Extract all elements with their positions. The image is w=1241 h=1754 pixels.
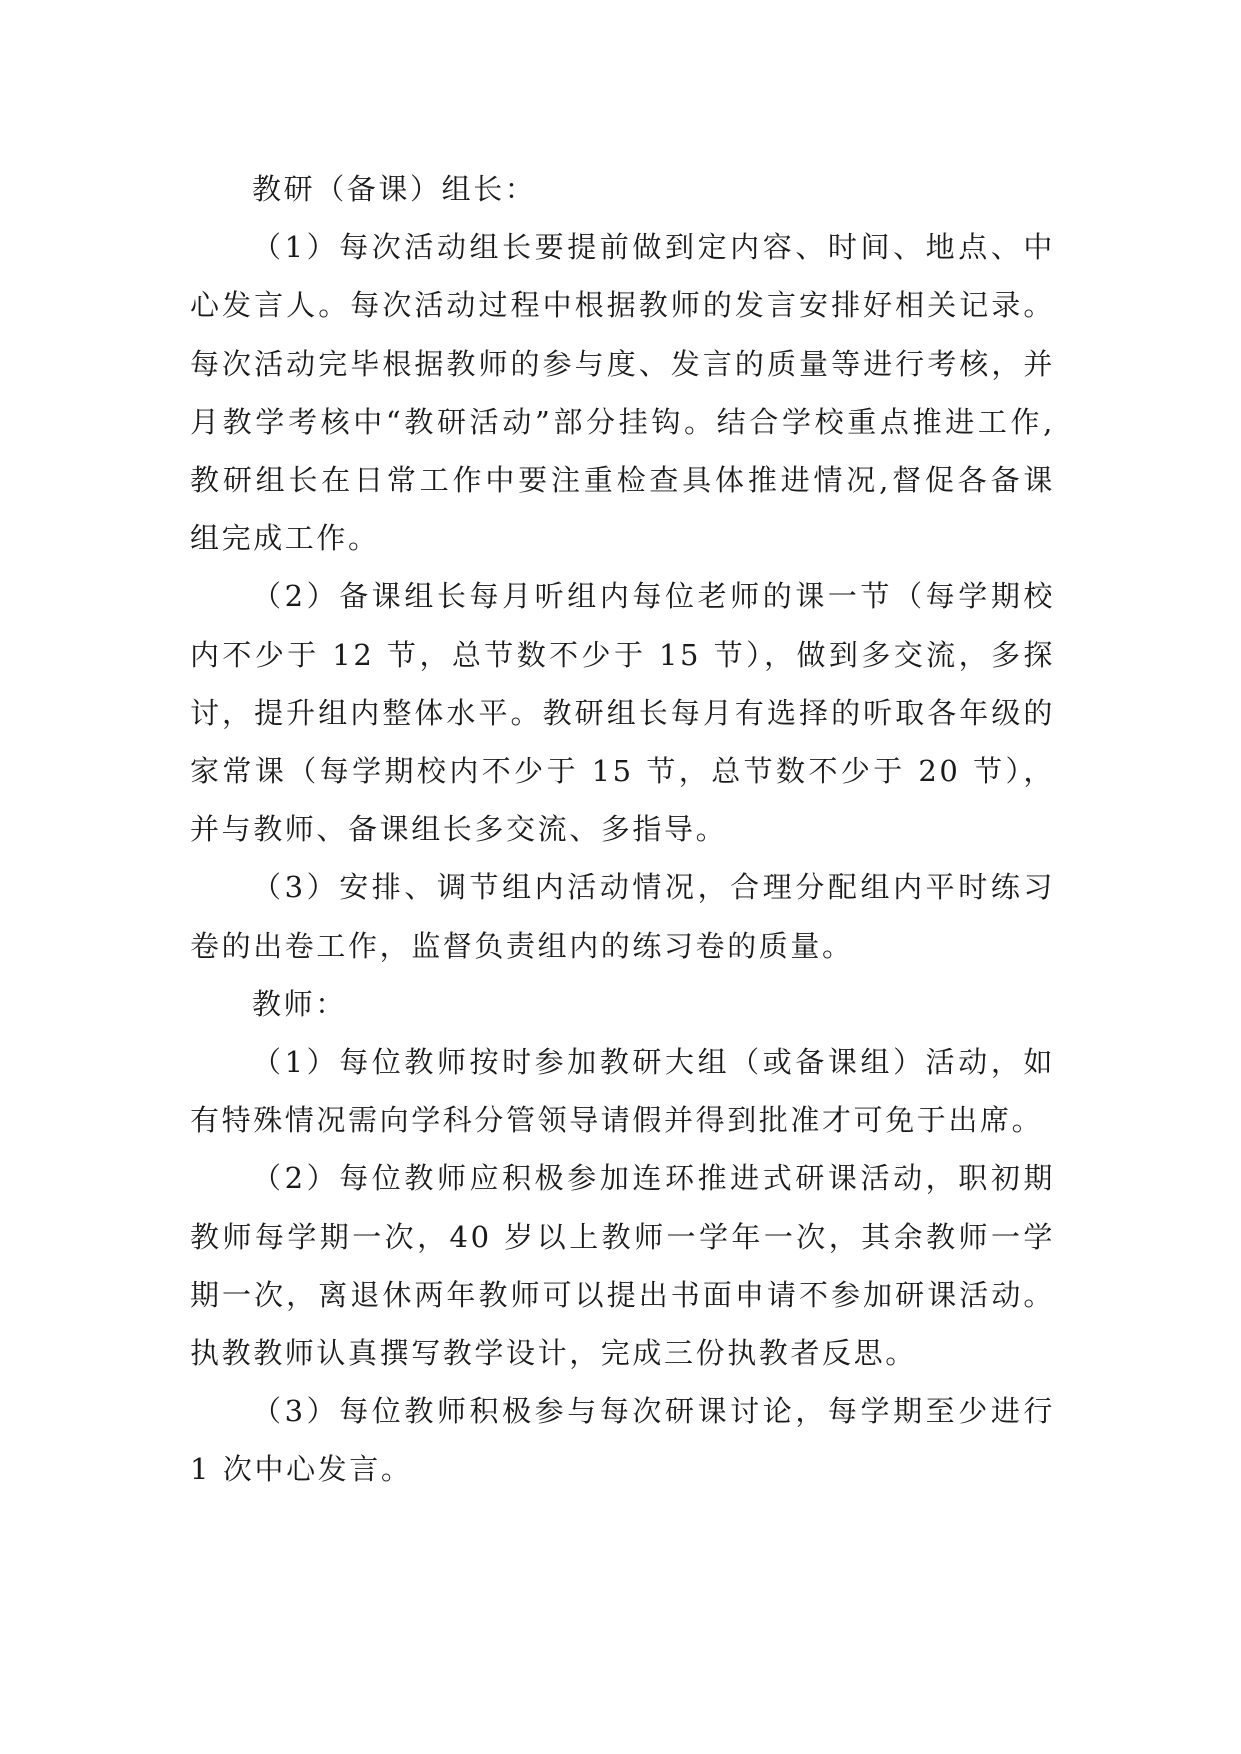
document-body (190, 160, 1055, 1499)
teacher-item-2: （2）每位教师应积极参加连环推进式研课活动，职初期教师每学期一次，40 岁以上教师一学年一次，其余教师一学期一次，离退休两年教师可以提出书面申请不参加研课活动。执教教师认真撰写教学设计，完成三份执教者反思。 (190, 1161, 1055, 1371)
leader-item-2: （2）备课组长每月听组内每位老师的课一节（每学期校内不少于 12 节，总节数不少于 15 节），做到多交流，多探讨，提升组内整体水平。教研组长每月有选择的听取各年级的家常课（每学期校内不少于 15 节，总节数不少于 20 节），并与教师、备课组长多交流、多指导。 (190, 579, 1055, 847)
section-heading-teachers: 教师： (252, 986, 347, 1021)
leader-item-3: （3）安排、调节组内活动情况，合理分配组内平时练习卷的出卷工作，监督负责组内的练习卷的质量。 (190, 870, 1055, 963)
teacher-item-1: （1）每位教师按时参加教研大组（或备课组）活动，如有特殊情况需向学科分管领导请假并得到批准才可免于出席。 (190, 1045, 1055, 1138)
teacher-item-3: （3）每位教师积极参与每次研课讨论，每学期至少进行 1 次中心发言。 (190, 1394, 1055, 1487)
section-heading-leaders: 教研（备课）组长： (252, 172, 537, 206)
leader-item-1: （1）每次活动组长要提前做到定内容、时间、地点、中心发言人。每次活动过程中根据教师的发言安排好相关记录。每次活动完毕根据教师的参与度、发言的质量等进行考核，并月教学考核中“教研活动”部分挂钩。结合学校重点推进工作,教研组长在日常工作中要注重检查具体推进情况,督促各备课组完成工作。 (190, 230, 1055, 556)
